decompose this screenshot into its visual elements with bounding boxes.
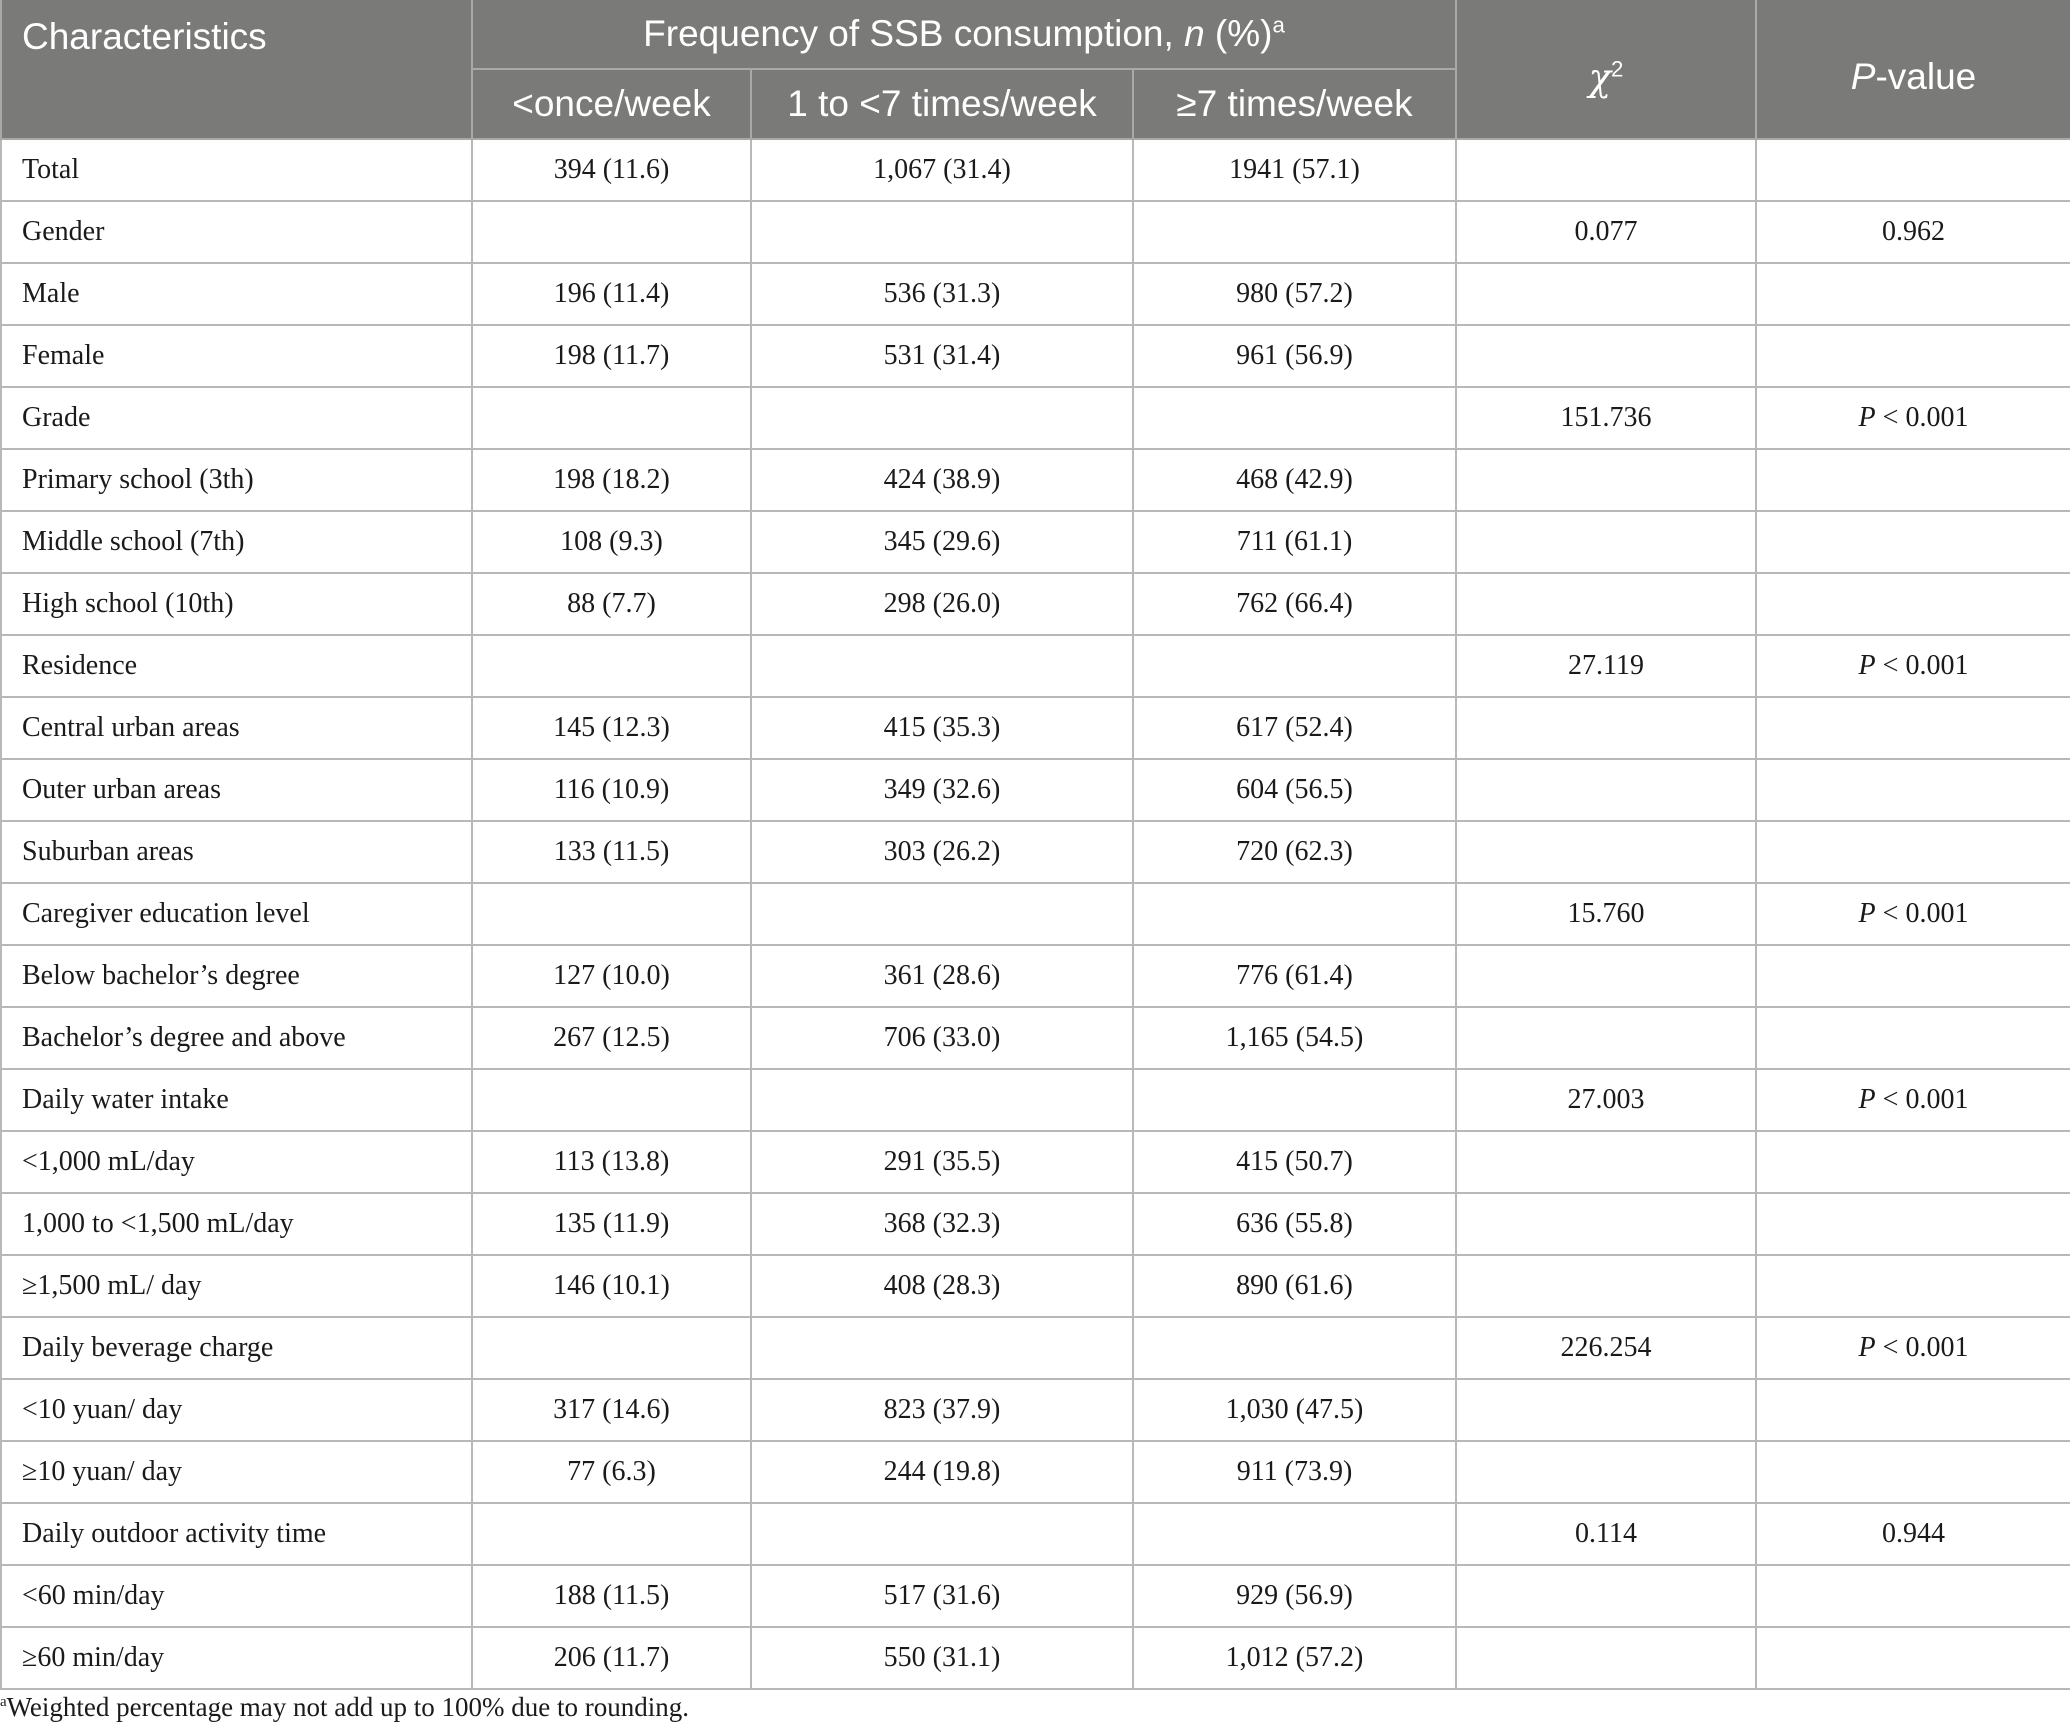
- table-row: [1, 511, 2070, 573]
- cell-7-plus-week: [1133, 201, 1456, 263]
- row-label: ≥1,500 mL/ day: [1, 1255, 472, 1317]
- cell-1-to-7-week: 345 (29.6): [751, 511, 1133, 573]
- cell-1-to-7-week: [751, 1503, 1133, 1565]
- cell-once-week: 198 (18.2): [472, 449, 751, 511]
- cell-once-week: 133 (11.5): [472, 821, 751, 883]
- table-row: [1, 325, 2070, 387]
- cell-7-plus-week: 980 (57.2): [1133, 263, 1456, 325]
- row-label: Daily water intake: [1, 1069, 472, 1131]
- cell-p-value: [1756, 1317, 2070, 1379]
- p-threshold: < 0.001: [1875, 402, 1969, 433]
- cell-chi-square: 0.114: [1456, 1503, 1756, 1565]
- header-chi-square: $\chi^2$: [1456, 0, 1756, 139]
- row-label: Caregiver education level: [1, 883, 472, 945]
- row-label: Residence: [1, 635, 472, 697]
- table-row: [1, 1255, 2070, 1317]
- table-row: [1, 1007, 2070, 1069]
- table-row: [1, 821, 2070, 883]
- cell-once-week: 196 (11.4): [472, 263, 751, 325]
- p-symbol: P: [1858, 402, 1876, 433]
- cell-7-plus-week: [1133, 1069, 1456, 1131]
- cell-p-value: [1756, 1131, 2070, 1193]
- cell-chi-square: [1456, 449, 1756, 511]
- cell-p-value: [1756, 1007, 2070, 1069]
- row-label: Total: [1, 139, 472, 201]
- cell-p-value: [1756, 1441, 2070, 1503]
- cell-1-to-7-week: 361 (28.6): [751, 945, 1133, 1007]
- cell-p-value: [1756, 387, 2070, 449]
- row-label: Female: [1, 325, 472, 387]
- cell-once-week: 135 (11.9): [472, 1193, 751, 1255]
- p-threshold: < 0.001: [1875, 1332, 1969, 1363]
- cell-p-value: [1756, 1627, 2070, 1689]
- table-row: [1, 945, 2070, 1007]
- header-frequency: Frequency of SSB consumption, n (%)$^a$: [472, 0, 1456, 69]
- cell-chi-square: 27.003: [1456, 1069, 1756, 1131]
- cell-7-plus-week: 762 (66.4): [1133, 573, 1456, 635]
- cell-p-value: [1756, 1379, 2070, 1441]
- cell-chi-square: [1456, 1007, 1756, 1069]
- p-threshold: < 0.001: [1875, 1084, 1969, 1115]
- row-label: Suburban areas: [1, 821, 472, 883]
- row-label: <60 min/day: [1, 1565, 472, 1627]
- cell-p-value: 0.944: [1756, 1503, 2070, 1565]
- cell-p-value: [1756, 883, 2070, 945]
- table-row: [1, 759, 2070, 821]
- cell-chi-square: [1456, 1627, 1756, 1689]
- p-symbol: P: [1858, 650, 1876, 681]
- cell-1-to-7-week: 706 (33.0): [751, 1007, 1133, 1069]
- cell-1-to-7-week: 1,067 (31.4): [751, 139, 1133, 201]
- cell-1-to-7-week: 531 (31.4): [751, 325, 1133, 387]
- cell-7-plus-week: 604 (56.5): [1133, 759, 1456, 821]
- cell-chi-square: 15.760: [1456, 883, 1756, 945]
- row-label: Bachelor’s degree and above: [1, 1007, 472, 1069]
- cell-once-week: 145 (12.3): [472, 697, 751, 759]
- cell-once-week: 188 (11.5): [472, 1565, 751, 1627]
- cell-p-value: [1756, 1069, 2070, 1131]
- cell-1-to-7-week: [751, 1317, 1133, 1379]
- cell-1-to-7-week: [751, 883, 1133, 945]
- cell-1-to-7-week: [751, 387, 1133, 449]
- cell-once-week: [472, 201, 751, 263]
- p-symbol: P: [1858, 898, 1876, 929]
- cell-7-plus-week: [1133, 1317, 1456, 1379]
- cell-7-plus-week: 617 (52.4): [1133, 697, 1456, 759]
- header-characteristics: Characteristics: [1, 0, 472, 139]
- table-header: [1, 0, 2070, 139]
- cell-chi-square: 0.077: [1456, 201, 1756, 263]
- cell-p-value: [1756, 139, 2070, 201]
- cell-chi-square: [1456, 1565, 1756, 1627]
- cell-7-plus-week: 711 (61.1): [1133, 511, 1456, 573]
- cell-7-plus-week: 468 (42.9): [1133, 449, 1456, 511]
- cell-7-plus-week: 636 (55.8): [1133, 1193, 1456, 1255]
- cell-once-week: 116 (10.9): [472, 759, 751, 821]
- cell-1-to-7-week: [751, 635, 1133, 697]
- cell-7-plus-week: [1133, 1503, 1456, 1565]
- row-label: Gender: [1, 201, 472, 263]
- row-label: ≥60 min/day: [1, 1627, 472, 1689]
- row-label: Outer urban areas: [1, 759, 472, 821]
- cell-once-week: 88 (7.7): [472, 573, 751, 635]
- header-once-week: <once/week: [472, 69, 751, 139]
- table-row: [1, 263, 2070, 325]
- cell-once-week: [472, 1069, 751, 1131]
- cell-p-value: [1756, 697, 2070, 759]
- cell-chi-square: [1456, 325, 1756, 387]
- cell-chi-square: [1456, 759, 1756, 821]
- table-row: [1, 1193, 2070, 1255]
- table-row: [1, 1627, 2070, 1689]
- cell-7-plus-week: 1,030 (47.5): [1133, 1379, 1456, 1441]
- cell-chi-square: [1456, 1193, 1756, 1255]
- cell-1-to-7-week: [751, 1069, 1133, 1131]
- table-row: [1, 1565, 2070, 1627]
- cell-1-to-7-week: [751, 201, 1133, 263]
- cell-once-week: 198 (11.7): [472, 325, 751, 387]
- cell-1-to-7-week: 550 (31.1): [751, 1627, 1133, 1689]
- row-label: 1,000 to <1,500 mL/day: [1, 1193, 472, 1255]
- cell-1-to-7-week: 291 (35.5): [751, 1131, 1133, 1193]
- cell-p-value: [1756, 573, 2070, 635]
- cell-7-plus-week: 1,012 (57.2): [1133, 1627, 1456, 1689]
- cell-7-plus-week: 929 (56.9): [1133, 1565, 1456, 1627]
- table-row: [1, 1503, 2070, 1565]
- cell-p-value: [1756, 1255, 2070, 1317]
- cell-1-to-7-week: 244 (19.8): [751, 1441, 1133, 1503]
- row-label: Daily outdoor activity time: [1, 1503, 472, 1565]
- row-label: <10 yuan/ day: [1, 1379, 472, 1441]
- cell-p-value: [1756, 945, 2070, 1007]
- table-row: [1, 201, 2070, 263]
- p-symbol: P: [1858, 1332, 1876, 1363]
- row-label: Daily beverage charge: [1, 1317, 472, 1379]
- cell-7-plus-week: 415 (50.7): [1133, 1131, 1456, 1193]
- cell-once-week: 394 (11.6): [472, 139, 751, 201]
- table-body: [1, 139, 2070, 1689]
- cell-p-value: 0.962: [1756, 201, 2070, 263]
- cell-1-to-7-week: 517 (31.6): [751, 1565, 1133, 1627]
- cell-chi-square: 27.119: [1456, 635, 1756, 697]
- cell-p-value: [1756, 1193, 2070, 1255]
- cell-7-plus-week: [1133, 635, 1456, 697]
- cell-1-to-7-week: 368 (32.3): [751, 1193, 1133, 1255]
- cell-p-value: [1756, 821, 2070, 883]
- cell-1-to-7-week: 424 (38.9): [751, 449, 1133, 511]
- table-row: [1, 697, 2070, 759]
- cell-1-to-7-week: 349 (32.6): [751, 759, 1133, 821]
- cell-chi-square: [1456, 1131, 1756, 1193]
- cell-1-to-7-week: 298 (26.0): [751, 573, 1133, 635]
- cell-7-plus-week: 1,165 (54.5): [1133, 1007, 1456, 1069]
- cell-chi-square: [1456, 945, 1756, 1007]
- cell-1-to-7-week: 303 (26.2): [751, 821, 1133, 883]
- cell-chi-square: [1456, 697, 1756, 759]
- cell-1-to-7-week: 415 (35.3): [751, 697, 1133, 759]
- cell-1-to-7-week: 408 (28.3): [751, 1255, 1133, 1317]
- cell-7-plus-week: [1133, 387, 1456, 449]
- p-threshold: < 0.001: [1875, 898, 1969, 929]
- cell-chi-square: [1456, 821, 1756, 883]
- cell-1-to-7-week: 823 (37.9): [751, 1379, 1133, 1441]
- cell-p-value: [1756, 759, 2070, 821]
- row-label: Grade: [1, 387, 472, 449]
- table-row: [1, 635, 2070, 697]
- table-row: [1, 1441, 2070, 1503]
- cell-once-week: 113 (13.8): [472, 1131, 751, 1193]
- cell-once-week: [472, 635, 751, 697]
- cell-once-week: 317 (14.6): [472, 1379, 751, 1441]
- table-row: [1, 139, 2070, 201]
- p-symbol: P: [1858, 1084, 1876, 1115]
- cell-once-week: 77 (6.3): [472, 1441, 751, 1503]
- cell-chi-square: [1456, 1255, 1756, 1317]
- cell-p-value: [1756, 263, 2070, 325]
- cell-once-week: 127 (10.0): [472, 945, 751, 1007]
- cell-once-week: [472, 883, 751, 945]
- cell-once-week: 146 (10.1): [472, 1255, 751, 1317]
- header-p-value: P-value: [1756, 0, 2070, 139]
- table-row: [1, 1069, 2070, 1131]
- cell-chi-square: [1456, 573, 1756, 635]
- cell-7-plus-week: 720 (62.3): [1133, 821, 1456, 883]
- table-row: [1, 1131, 2070, 1193]
- cell-1-to-7-week: 536 (31.3): [751, 263, 1133, 325]
- cell-p-value: [1756, 635, 2070, 697]
- cell-7-plus-week: 776 (61.4): [1133, 945, 1456, 1007]
- row-label: Primary school (3th): [1, 449, 472, 511]
- table-row: [1, 387, 2070, 449]
- row-label: <1,000 mL/day: [1, 1131, 472, 1193]
- cell-once-week: 108 (9.3): [472, 511, 751, 573]
- row-label: High school (10th): [1, 573, 472, 635]
- table-row: [1, 1379, 2070, 1441]
- table-row: [1, 883, 2070, 945]
- cell-7-plus-week: [1133, 883, 1456, 945]
- header-1-to-7-week: 1 to <7 times/week: [751, 69, 1133, 139]
- cell-p-value: [1756, 449, 2070, 511]
- cell-7-plus-week: 961 (56.9): [1133, 325, 1456, 387]
- cell-chi-square: 151.736: [1456, 387, 1756, 449]
- cell-chi-square: [1456, 511, 1756, 573]
- cell-chi-square: [1456, 1379, 1756, 1441]
- cell-p-value: [1756, 511, 2070, 573]
- table-footnote: $^a$Weighted percentage may not add up to 100% due to rounding.: [0, 1692, 689, 1722]
- table-row: [1, 1317, 2070, 1379]
- cell-once-week: [472, 1503, 751, 1565]
- row-label: Central urban areas: [1, 697, 472, 759]
- cell-chi-square: [1456, 263, 1756, 325]
- cell-7-plus-week: 1941 (57.1): [1133, 139, 1456, 201]
- cell-once-week: [472, 1317, 751, 1379]
- cell-once-week: 206 (11.7): [472, 1627, 751, 1689]
- cell-7-plus-week: 890 (61.6): [1133, 1255, 1456, 1317]
- cell-chi-square: 226.254: [1456, 1317, 1756, 1379]
- table-row: [1, 449, 2070, 511]
- row-label: Below bachelor’s degree: [1, 945, 472, 1007]
- row-label: Male: [1, 263, 472, 325]
- row-label: ≥10 yuan/ day: [1, 1441, 472, 1503]
- header-7-plus-week: ≥7 times/week: [1133, 69, 1456, 139]
- cell-7-plus-week: 911 (73.9): [1133, 1441, 1456, 1503]
- cell-once-week: 267 (12.5): [472, 1007, 751, 1069]
- p-threshold: < 0.001: [1875, 650, 1969, 681]
- cell-p-value: [1756, 1565, 2070, 1627]
- table-row: [1, 573, 2070, 635]
- row-label: Middle school (7th): [1, 511, 472, 573]
- cell-chi-square: [1456, 1441, 1756, 1503]
- cell-once-week: [472, 387, 751, 449]
- cell-p-value: [1756, 325, 2070, 387]
- cell-chi-square: [1456, 139, 1756, 201]
